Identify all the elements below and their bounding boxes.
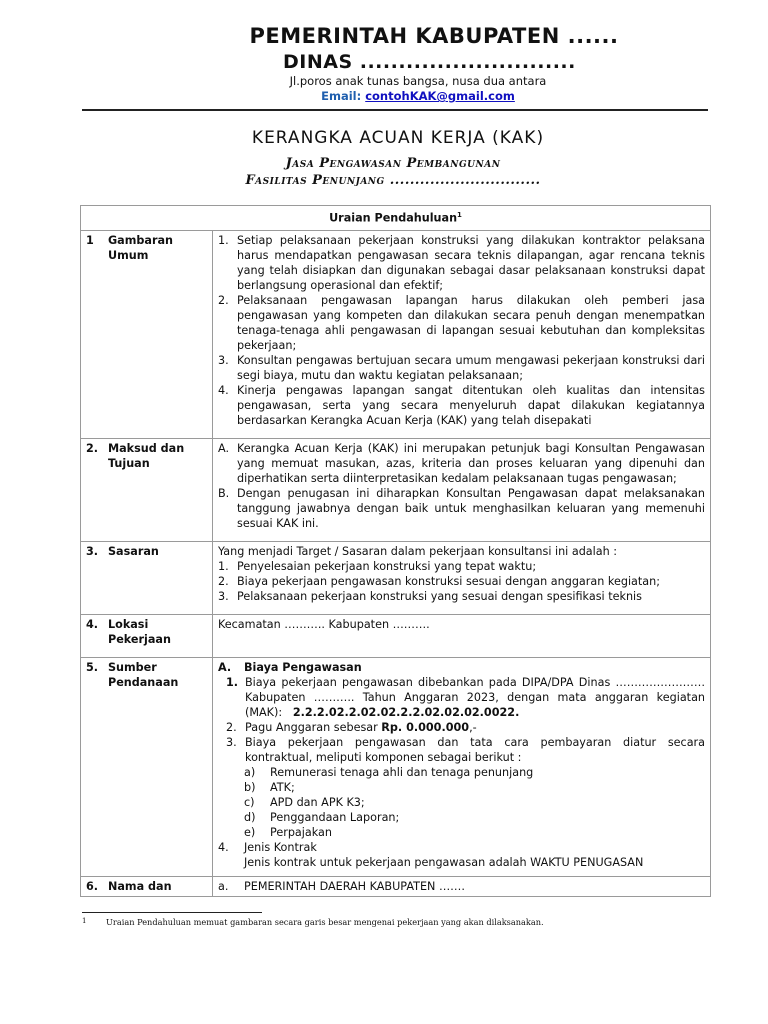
item-marker: b) bbox=[244, 780, 256, 794]
section-sasaran bbox=[81, 541, 711, 614]
section-label-cell bbox=[81, 438, 213, 541]
item-3-text: Biaya pekerjaan pengawasan dan tata cara pembayaran diatur secara kontraktual, meliputi komponen sebagai berikut : bbox=[245, 735, 706, 764]
pagu-suffix: ,- bbox=[469, 720, 477, 734]
section-sumber-pendanaan bbox=[81, 657, 711, 876]
document-subtitle-2: Fasilitas Penunjang .............................. bbox=[245, 173, 541, 188]
item-text: Penyelesaian pekerjaan konstruksi yang tepat waktu; bbox=[237, 559, 537, 573]
item-text: Biaya pekerjaan pengawasan konstruksi sesuai dengan anggaran kegiatan; bbox=[237, 574, 661, 588]
email-label: Email: bbox=[321, 89, 366, 103]
item-text: Dengan penugasan ini diharapkan Konsultan Pengawasan dapat melaksanakan tanggung jawabnya dengan baik untuk menghasilkan keluaran yang memenuhi sesuai KAK ini. bbox=[237, 486, 706, 530]
item-text: Kerangka Acuan Kerja (KAK) ini merupakan petunjuk bagi Konsultan Pengawasan yang memuat masukan, azas, kriteria dan proses keluaran yang dipenuhi dan diperhatikan serta diinterpretasikan kedalam pelaksanaan tugas pengawasan; bbox=[237, 441, 706, 485]
item-marker: a) bbox=[244, 765, 256, 779]
footnote-divider bbox=[82, 912, 262, 913]
pendanaan-item-3 bbox=[226, 735, 705, 765]
pendanaan-item-2 bbox=[226, 720, 705, 735]
heading-text: Biaya Pengawasan bbox=[244, 660, 362, 674]
list-item bbox=[218, 233, 705, 293]
item-text: Setiap pelaksanaan pekerjaan konstruksi yang dilakukan kontraktor pelaksana harus mendapatkan pengawasan secara teknis dilapangan, agar rencana teknis yang telah disiapkan dan digunakan sebagai dasar pelaksanaan konstruksi dapat berlangsung operasional dan efektif; bbox=[237, 233, 706, 292]
section-label-cell bbox=[81, 876, 213, 896]
item-marker: 2. bbox=[218, 574, 229, 588]
komponen-list bbox=[218, 765, 705, 840]
section-number: 5. bbox=[86, 660, 99, 674]
agency-address: Jl.poros anak tunas bangsa, nusa dua antara bbox=[289, 74, 547, 88]
section-number: 1 bbox=[86, 233, 94, 247]
list-item bbox=[218, 559, 705, 574]
section-label: Lokasi Pekerjaan bbox=[108, 617, 171, 646]
item-marker: 3. bbox=[218, 353, 229, 367]
section-content bbox=[213, 438, 711, 541]
section-gambaran-umum bbox=[81, 230, 711, 438]
section-lokasi bbox=[81, 614, 711, 657]
section-content bbox=[213, 541, 711, 614]
section-label: Sasaran bbox=[108, 544, 159, 558]
item-text: Penggandaan Laporan; bbox=[270, 810, 400, 824]
footnote-mark: 1 bbox=[82, 917, 87, 925]
section-number: 3. bbox=[86, 544, 99, 558]
sasaran-intro: Yang menjadi Target / Sasaran dalam pekerjaan konsultansi ini adalah : bbox=[218, 544, 618, 558]
intro-header-text: Uraian Pendahuluan bbox=[329, 211, 458, 225]
section-content bbox=[213, 657, 711, 876]
gambaran-umum-list bbox=[218, 233, 705, 428]
pendanaan-item-4 bbox=[218, 840, 705, 855]
sasaran-list bbox=[218, 559, 705, 604]
footnote-text: Uraian Pendahuluan memuat gambaran secara garis besar mengenai pekerjaan yang akan dilaksanakan. bbox=[106, 917, 544, 927]
item-text: Kinerja pengawas lapangan sangat ditentukan oleh kualitas dan intensitas pengawasan, serta yang secara menyeluruh dapat dilakukan kegiatannya berdasarkan Kerangka Acuan Kerja (KAK) yang telah disepakati bbox=[237, 383, 706, 427]
agency-name: DINAS ............................ bbox=[283, 51, 576, 73]
section-content bbox=[213, 230, 711, 438]
intro-header-row bbox=[81, 206, 711, 231]
item-marker: 1. bbox=[218, 559, 229, 573]
section-label: Gambaran Umum bbox=[108, 233, 173, 262]
section-number: 4. bbox=[86, 617, 99, 631]
item-text: Remunerasi tenaga ahli dan tenaga penunjang bbox=[270, 765, 534, 779]
section-label: Nama dan bbox=[108, 879, 172, 893]
komponen-item bbox=[244, 810, 705, 825]
item-text bbox=[245, 720, 705, 735]
section-nama-dan bbox=[81, 876, 711, 896]
item-marker: c) bbox=[244, 795, 255, 809]
section-label-cell bbox=[81, 230, 213, 438]
list-item bbox=[218, 486, 705, 531]
section-label: Maksud dan Tujuan bbox=[108, 441, 185, 470]
agency-email bbox=[0, 89, 768, 103]
section-label-cell bbox=[81, 541, 213, 614]
section-number: 2. bbox=[86, 441, 99, 455]
maksud-tujuan-list bbox=[218, 441, 705, 531]
item-text: Pelaksanaan pekerjaan konstruksi yang sesuai dengan spesifikasi teknis bbox=[237, 589, 642, 603]
item-marker: A. bbox=[218, 441, 230, 455]
item-marker: 2. bbox=[226, 720, 237, 734]
list-item bbox=[218, 441, 705, 486]
section-label: Sumber Pendanaan bbox=[108, 660, 179, 689]
item-text: Perpajakan bbox=[270, 825, 332, 839]
letterhead-divider bbox=[82, 109, 708, 111]
item-marker: B. bbox=[218, 486, 230, 500]
section-label-cell bbox=[81, 614, 213, 657]
item-text: Konsultan pengawas bertujuan secara umum mengawasi pekerjaan konstruksi dari segi biaya, mutu dan waktu kegiatan pelaksanaan; bbox=[237, 353, 706, 382]
nama-item bbox=[218, 879, 705, 894]
biaya-heading bbox=[218, 660, 705, 675]
komponen-item bbox=[244, 765, 705, 780]
item-text: Pelaksanaan pengawasan lapangan harus dilakukan oleh pemberi jasa pengawasan yang kompeten dan dilakukan secara penuh dengan menempatkan tenaga-tenaga ahli pengawasan di lapangan sesuai kebutuhan dan kompleksitas pekerjaan; bbox=[237, 293, 706, 352]
item-marker: 1. bbox=[226, 675, 239, 689]
document-subtitle-1: Jasa Pengawasan Pembangunan bbox=[285, 156, 501, 171]
pendanaan-item-1 bbox=[226, 675, 705, 720]
item-marker: 1. bbox=[218, 233, 229, 247]
item-marker: 4. bbox=[218, 383, 229, 397]
section-number: 6. bbox=[86, 879, 99, 893]
section-maksud-tujuan bbox=[81, 438, 711, 541]
heading-marker: A. bbox=[218, 660, 232, 674]
footnote bbox=[82, 917, 544, 927]
komponen-item bbox=[244, 795, 705, 810]
list-item bbox=[218, 574, 705, 589]
item-marker: 4. bbox=[218, 840, 229, 854]
section-content bbox=[213, 614, 711, 657]
item-text bbox=[245, 675, 705, 720]
item-4-title: Jenis Kontrak bbox=[244, 840, 317, 854]
section-content bbox=[213, 876, 711, 896]
komponen-item bbox=[244, 825, 705, 840]
item-marker: a. bbox=[218, 879, 229, 893]
pagu-amount: Rp. 0.000.000 bbox=[381, 720, 470, 734]
list-item bbox=[218, 589, 705, 604]
government-name: PEMERINTAH KABUPATEN ...... bbox=[249, 24, 619, 48]
jenis-kontrak-text: Jenis kontrak untuk pekerjaan pengawasan adalah WAKTU PENUGASAN bbox=[244, 855, 644, 869]
list-item bbox=[218, 353, 705, 383]
section-label-cell bbox=[81, 657, 213, 876]
item-text: PEMERINTAH DAERAH KABUPATEN ……. bbox=[244, 879, 465, 893]
intro-header bbox=[81, 206, 711, 231]
item-1-text: Biaya pekerjaan pengawasan dibebankan pada DIPA/DPA Dinas …………………… Kabupaten ……….. Tahun Anggaran 2023, dengan mata anggaran kegiatan (MAK): bbox=[245, 675, 706, 719]
item-marker: d) bbox=[244, 810, 256, 824]
email-link[interactable]: contohKAK@gmail.com bbox=[365, 89, 515, 103]
komponen-item bbox=[244, 780, 705, 795]
item-text: APD dan APK K3; bbox=[270, 795, 365, 809]
item-2-text: Pagu Anggaran sebesar bbox=[245, 720, 378, 734]
intro-footnote-mark: 1 bbox=[457, 211, 462, 219]
mak-code: 2.2.2.02.2.02.02.2.2.02.02.02.0022. bbox=[292, 705, 520, 719]
lokasi-text: Kecamatan ……….. Kabupaten ………. bbox=[218, 617, 430, 631]
kak-table bbox=[80, 205, 711, 897]
list-item bbox=[218, 383, 705, 428]
list-item bbox=[218, 293, 705, 353]
item-marker: 3. bbox=[226, 735, 237, 749]
item-marker: e) bbox=[244, 825, 256, 839]
item-marker: 2. bbox=[218, 293, 229, 307]
item-marker: 3. bbox=[218, 589, 229, 603]
item-text: ATK; bbox=[270, 780, 295, 794]
document-title: KERANGKA ACUAN KERJA (KAK) bbox=[251, 128, 545, 148]
